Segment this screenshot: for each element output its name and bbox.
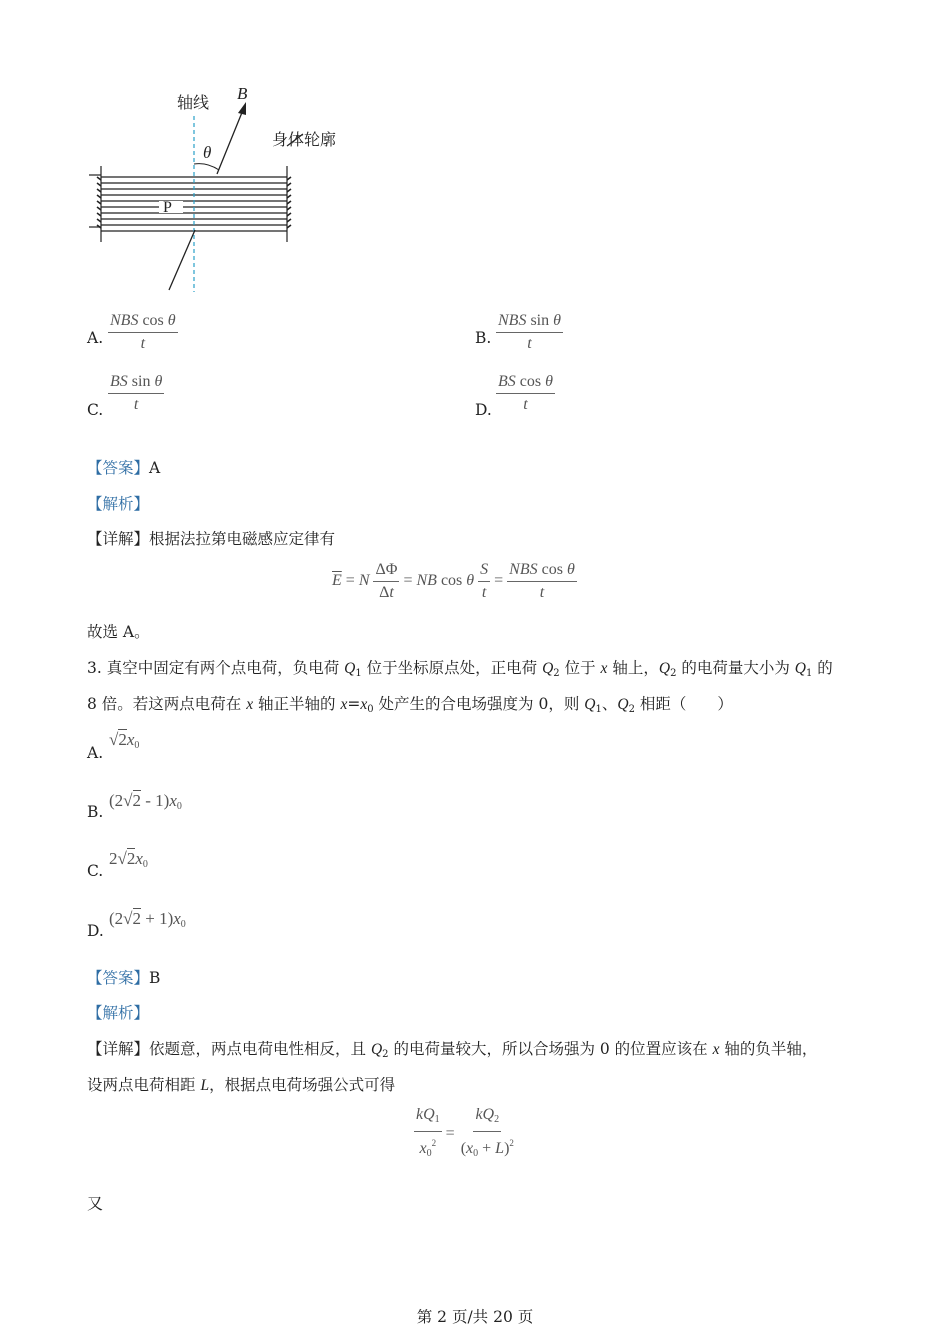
q2-detail-text: 根据法拉第电磁感应定律有 — [149, 530, 336, 548]
theta-arc — [194, 164, 219, 170]
q3-answer — [87, 968, 160, 988]
q3-answer-tag: 【答案】 — [87, 969, 150, 987]
figure-b-label: B — [237, 84, 248, 103]
q3-option-b-letter: B. — [87, 803, 104, 821]
page-number: 第 2 页/共 20 页 — [416, 1308, 534, 1326]
q2-option-a-letter: A. — [87, 329, 104, 347]
q2-analysis-tag: 【解析】 — [87, 495, 150, 513]
q2-option-d-letter: D. — [475, 401, 492, 419]
q3-analysis-tag: 【解析】 — [87, 1004, 150, 1022]
q3-stem-line1: 3. 真空中固定有两个点电荷，负电荷 Q1 位于坐标原点处，正电荷 Q2 位于 x 轴上，Q2 的电荷量大小为 Q1 的 — [87, 659, 833, 679]
q3-detail-line1: 【详解】依题意，两点电荷电性相反，且 Q2 的电荷量较大，所以合场强为 0 的位置应该在 x 轴的负半轴， — [87, 1040, 818, 1060]
q2-answer — [87, 458, 160, 478]
figure-axis-label: 轴线 — [177, 93, 210, 112]
q3-you: 又 — [87, 1194, 104, 1213]
q2-option-a-formula: $\frac{\text{NBS cos θ}}{t}$ — [110, 312, 176, 352]
q2-detail-tag: 【详解】 — [87, 530, 150, 548]
q3-option-c-letter: C. — [87, 862, 104, 880]
figure-p-label: P — [163, 199, 172, 216]
q2-detail — [87, 529, 335, 549]
q3-answer-value: B — [149, 969, 161, 987]
b-field-line-bottom — [169, 230, 195, 290]
q2-faraday-formula: $\overline{E} = N$ $\frac{\Delta\Phi}{\Delta t}$ = NB cos θ $\frac{S}{t}$ = $\frac{\text{NBS cos θ}}{t}$ — [332, 561, 575, 601]
body-outline — [89, 134, 303, 242]
q3-coulomb-formula: $\frac{kQ1}{x0^2}$ = $\frac{kQ2}{(x0 + L)^2}$ — [416, 1106, 514, 1159]
q2-option-c-letter: C. — [87, 401, 104, 419]
q3-stem-line2: 8 倍。若这两点电荷在 x 轴正半轴的 x=x0 处产生的合电场强度为 0，则 Q1、Q2 相距（ ） — [87, 695, 733, 715]
q3-option-a-formula: √2x0 — [109, 730, 140, 751]
q2-option-d-formula: $\frac{\text{BS cos θ}}{t}$ — [498, 373, 553, 413]
q3-option-d-letter: D. — [87, 922, 104, 940]
b-field-line-top — [217, 110, 243, 174]
q2-option-c-formula: $\frac{\text{BS sin θ}}{t}$ — [110, 373, 163, 413]
q3-option-d-formula: (2√2 + 1)x0 — [109, 909, 186, 930]
q3-detail-line2: 设两点电荷相距 L，根据点电荷场强公式可得 — [87, 1076, 396, 1094]
q2-conclusion: 故选 A。 — [87, 623, 150, 641]
q3-option-b-formula: (2√2 - 1)x0 — [109, 791, 182, 812]
figure-outline-label: 身体轮廓 — [272, 130, 337, 149]
q3-option-a-letter: A. — [87, 744, 104, 762]
figure-theta-label: θ — [203, 143, 212, 162]
q2-option-b-formula: $\frac{\text{NBS sin θ}}{t}$ — [498, 312, 561, 352]
q2-answer-value: A — [149, 459, 161, 477]
q2-answer-tag: 【答案】 — [87, 459, 150, 477]
coil-figure — [85, 80, 365, 300]
q2-option-b-letter: B. — [475, 329, 492, 347]
q3-option-c-formula: 2√2x0 — [109, 849, 148, 870]
